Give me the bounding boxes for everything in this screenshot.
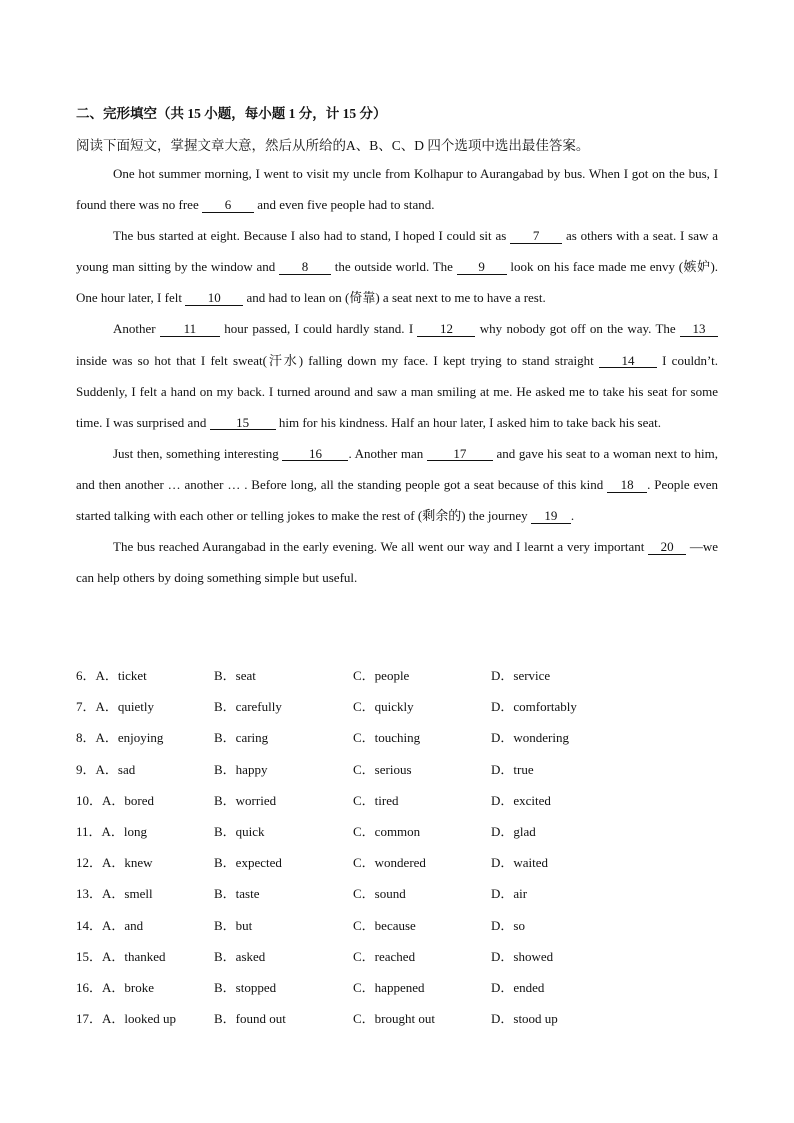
option-text: C．brought out	[353, 1011, 435, 1027]
blank-20: 20	[648, 540, 686, 555]
text: and had to lean on (倚靠) a seat next to me to have a rest.	[246, 290, 546, 306]
blank-10: 10	[185, 291, 243, 306]
option-c[interactable]	[353, 977, 491, 996]
question-number: 12．	[76, 855, 103, 871]
option-text: B．taste	[214, 886, 260, 902]
option-text: B．seat	[214, 668, 256, 684]
option-text: A．quietly	[95, 699, 155, 715]
option-b[interactable]	[214, 915, 353, 934]
option-text: B．asked	[214, 948, 266, 964]
option-text: A．and	[102, 917, 144, 933]
option-text: A．broke	[102, 979, 155, 995]
option-a[interactable]	[76, 665, 214, 684]
option-text: A．sad	[95, 761, 136, 777]
blank-13: 13	[680, 322, 718, 337]
option-d[interactable]	[491, 759, 651, 778]
option-a[interactable]	[76, 915, 214, 934]
question-number: 14．	[76, 917, 103, 933]
option-text: D．showed	[491, 948, 554, 964]
option-text: D．service	[491, 668, 551, 684]
option-d[interactable]	[491, 696, 651, 715]
option-text: C．sound	[353, 886, 406, 902]
question-number: 13．	[76, 886, 103, 902]
question-number: 7．	[76, 699, 96, 715]
option-c[interactable]	[353, 821, 491, 840]
option-c[interactable]	[353, 665, 491, 684]
question-row	[76, 721, 718, 752]
text: Another	[113, 321, 156, 337]
question-number: 9．	[76, 761, 96, 777]
option-text: D．so	[491, 917, 525, 933]
question-number: 10．	[76, 792, 103, 808]
option-text: A．bored	[102, 792, 155, 808]
option-a[interactable]	[76, 790, 214, 809]
option-a[interactable]	[76, 883, 214, 902]
option-d[interactable]	[491, 946, 651, 965]
option-text: A．thanked	[102, 948, 166, 964]
option-text: B．but	[214, 917, 253, 933]
text: him for his kindness. Half an hour later, I asked him to take back his seat.	[278, 414, 662, 430]
option-text: A．ticket	[95, 668, 147, 684]
question-number: 6．	[76, 668, 96, 684]
text: and even five people had to stand.	[257, 197, 435, 213]
blank-7: 7	[510, 229, 562, 244]
text: Just then, something interesting	[113, 445, 279, 461]
option-c[interactable]	[353, 790, 491, 809]
option-text: D．stood up	[491, 1011, 558, 1027]
text: why nobody got off on the way. The	[479, 321, 676, 337]
text: One hot summer morning, I went to visit my uncle from Kolhapur to Aurangabad by bus. When I got on the bus, I found there was no free	[76, 166, 718, 213]
paragraph-1	[76, 158, 718, 220]
text: . Another man	[348, 445, 424, 461]
paragraph-4	[76, 438, 718, 531]
question-row	[76, 940, 718, 971]
question-number: 15．	[76, 948, 103, 964]
blank-16: 16	[282, 447, 348, 462]
option-a[interactable]	[76, 977, 214, 996]
option-text: D．true	[491, 761, 534, 777]
cloze-passage	[76, 158, 718, 593]
option-text: C．touching	[353, 730, 421, 746]
option-a[interactable]	[76, 759, 214, 778]
option-c[interactable]	[353, 727, 491, 746]
paragraph-2	[76, 220, 718, 313]
text: . People even started talking with each other or telling jokes to make the rest of (剩余的) the journey	[76, 476, 719, 524]
option-a[interactable]	[76, 727, 214, 746]
blank-15: 15	[210, 416, 276, 431]
option-b[interactable]	[214, 946, 353, 965]
question-number: 17．	[76, 1011, 103, 1027]
text: as others with a seat. I saw a young man sitting by the window and	[76, 228, 718, 275]
option-text: A．enjoying	[95, 730, 164, 746]
option-text: B．quick	[214, 824, 265, 840]
text: the outside world. The	[334, 259, 453, 275]
paragraph-3	[76, 313, 718, 437]
text: I couldn’t. Suddenly, I felt a hand on my back. I turned around and saw a man smiling at me. He asked me to take his seat for some time. I was surprised and	[76, 352, 719, 430]
option-d[interactable]	[491, 852, 651, 871]
option-text: B．expected	[214, 855, 282, 871]
question-row	[76, 846, 718, 877]
option-b[interactable]	[214, 696, 353, 715]
option-text: D．wondering	[491, 730, 569, 746]
text: and gave his seat to a woman next to him, and then another … another … . Before long, all the standing people got a seat because of this kind	[76, 445, 719, 492]
question-row	[76, 1002, 718, 1033]
option-text: C．wondered	[353, 855, 426, 871]
option-text: C．common	[353, 824, 421, 840]
option-d[interactable]	[491, 790, 651, 809]
blank-14: 14	[599, 354, 657, 369]
option-text: C．because	[353, 917, 416, 933]
text: —we can help others by doing something simple but useful.	[76, 539, 719, 586]
option-text: D．waited	[491, 855, 549, 871]
option-b[interactable]	[214, 759, 353, 778]
question-row	[76, 971, 718, 1002]
option-text: A．knew	[102, 855, 153, 871]
option-text: B．stopped	[214, 979, 277, 995]
option-d[interactable]	[491, 915, 651, 934]
question-row	[76, 815, 718, 846]
blank-12: 12	[417, 322, 475, 337]
option-d[interactable]	[491, 1008, 651, 1027]
blank-11: 11	[160, 322, 220, 337]
section-title: 二、完形填空（共 15 小题，每小题 1 分，计 15 分）	[76, 106, 387, 121]
option-c[interactable]	[353, 915, 491, 934]
text: look on his face made me envy (嫉妒). One hour later, I felt	[76, 259, 719, 306]
option-c[interactable]	[353, 946, 491, 965]
question-row	[76, 690, 718, 721]
option-d[interactable]	[491, 821, 651, 840]
option-text: B．found out	[214, 1011, 286, 1027]
option-b[interactable]	[214, 852, 353, 871]
blank-17: 17	[427, 447, 493, 462]
option-text: A．looked up	[102, 1011, 177, 1027]
option-a[interactable]	[76, 1008, 214, 1027]
option-c[interactable]	[353, 759, 491, 778]
option-a[interactable]	[76, 946, 214, 965]
option-d[interactable]	[491, 977, 651, 996]
text: .	[570, 508, 575, 524]
option-c[interactable]	[353, 696, 491, 715]
text: hour passed, I could hardly stand. I	[224, 321, 414, 337]
option-text: D．air	[491, 886, 528, 902]
option-text: B．happy	[214, 761, 268, 777]
option-b[interactable]	[214, 821, 353, 840]
option-b[interactable]	[214, 977, 353, 996]
option-text: A．smell	[102, 886, 153, 902]
question-number: 16．	[76, 979, 103, 995]
option-text: B．carefully	[214, 699, 282, 715]
question-number: 8．	[76, 730, 96, 746]
option-text: B．caring	[214, 730, 269, 746]
option-b[interactable]	[214, 727, 353, 746]
question-row	[76, 784, 718, 815]
blank-6: 6	[202, 198, 254, 213]
option-text: B．worried	[214, 792, 277, 808]
option-a[interactable]	[76, 852, 214, 871]
option-text: D．glad	[491, 824, 536, 840]
option-d[interactable]	[491, 727, 651, 746]
option-text: C．quickly	[353, 699, 414, 715]
question-options	[76, 659, 718, 1033]
question-row	[76, 877, 718, 908]
option-a[interactable]	[76, 821, 214, 840]
question-number: 11．	[76, 824, 102, 840]
option-text: C．happened	[353, 979, 425, 995]
option-text: D．ended	[491, 979, 545, 995]
option-b[interactable]	[214, 665, 353, 684]
option-c[interactable]	[353, 852, 491, 871]
text: The bus reached Aurangabad in the early evening. We all went our way and I learnt a very important	[113, 539, 645, 555]
option-b[interactable]	[214, 1008, 353, 1027]
blank-19: 19	[531, 509, 571, 524]
blank-8: 8	[279, 260, 331, 275]
option-text: C．people	[353, 668, 410, 684]
blank-9: 9	[457, 260, 507, 275]
question-row	[76, 659, 718, 690]
text: The bus started at eight. Because I also had to stand, I hoped I could sit as	[113, 228, 507, 244]
option-text: A．long	[101, 824, 148, 840]
option-d[interactable]	[491, 665, 651, 684]
option-text: C．tired	[353, 792, 399, 808]
option-c[interactable]	[353, 883, 491, 902]
option-b[interactable]	[214, 790, 353, 809]
option-d[interactable]	[491, 883, 651, 902]
paragraph-5	[76, 531, 718, 593]
option-text: D．comfortably	[491, 699, 577, 715]
option-text: C．serious	[353, 761, 412, 777]
option-text: C．reached	[353, 948, 416, 964]
question-row	[76, 753, 718, 784]
option-c[interactable]	[353, 1008, 491, 1027]
option-a[interactable]	[76, 696, 214, 715]
question-row	[76, 909, 718, 940]
option-b[interactable]	[214, 883, 353, 902]
instruction: 阅读下面短文，掌握文章大意，然后从所给的A、B、C、D 四个选项中选出最佳答案。	[76, 138, 590, 153]
option-text: D．excited	[491, 792, 551, 808]
text: inside was so hot that I felt sweat(汗水) falling down my face. I kept trying to stand straight	[76, 352, 594, 368]
blank-18: 18	[607, 478, 647, 493]
